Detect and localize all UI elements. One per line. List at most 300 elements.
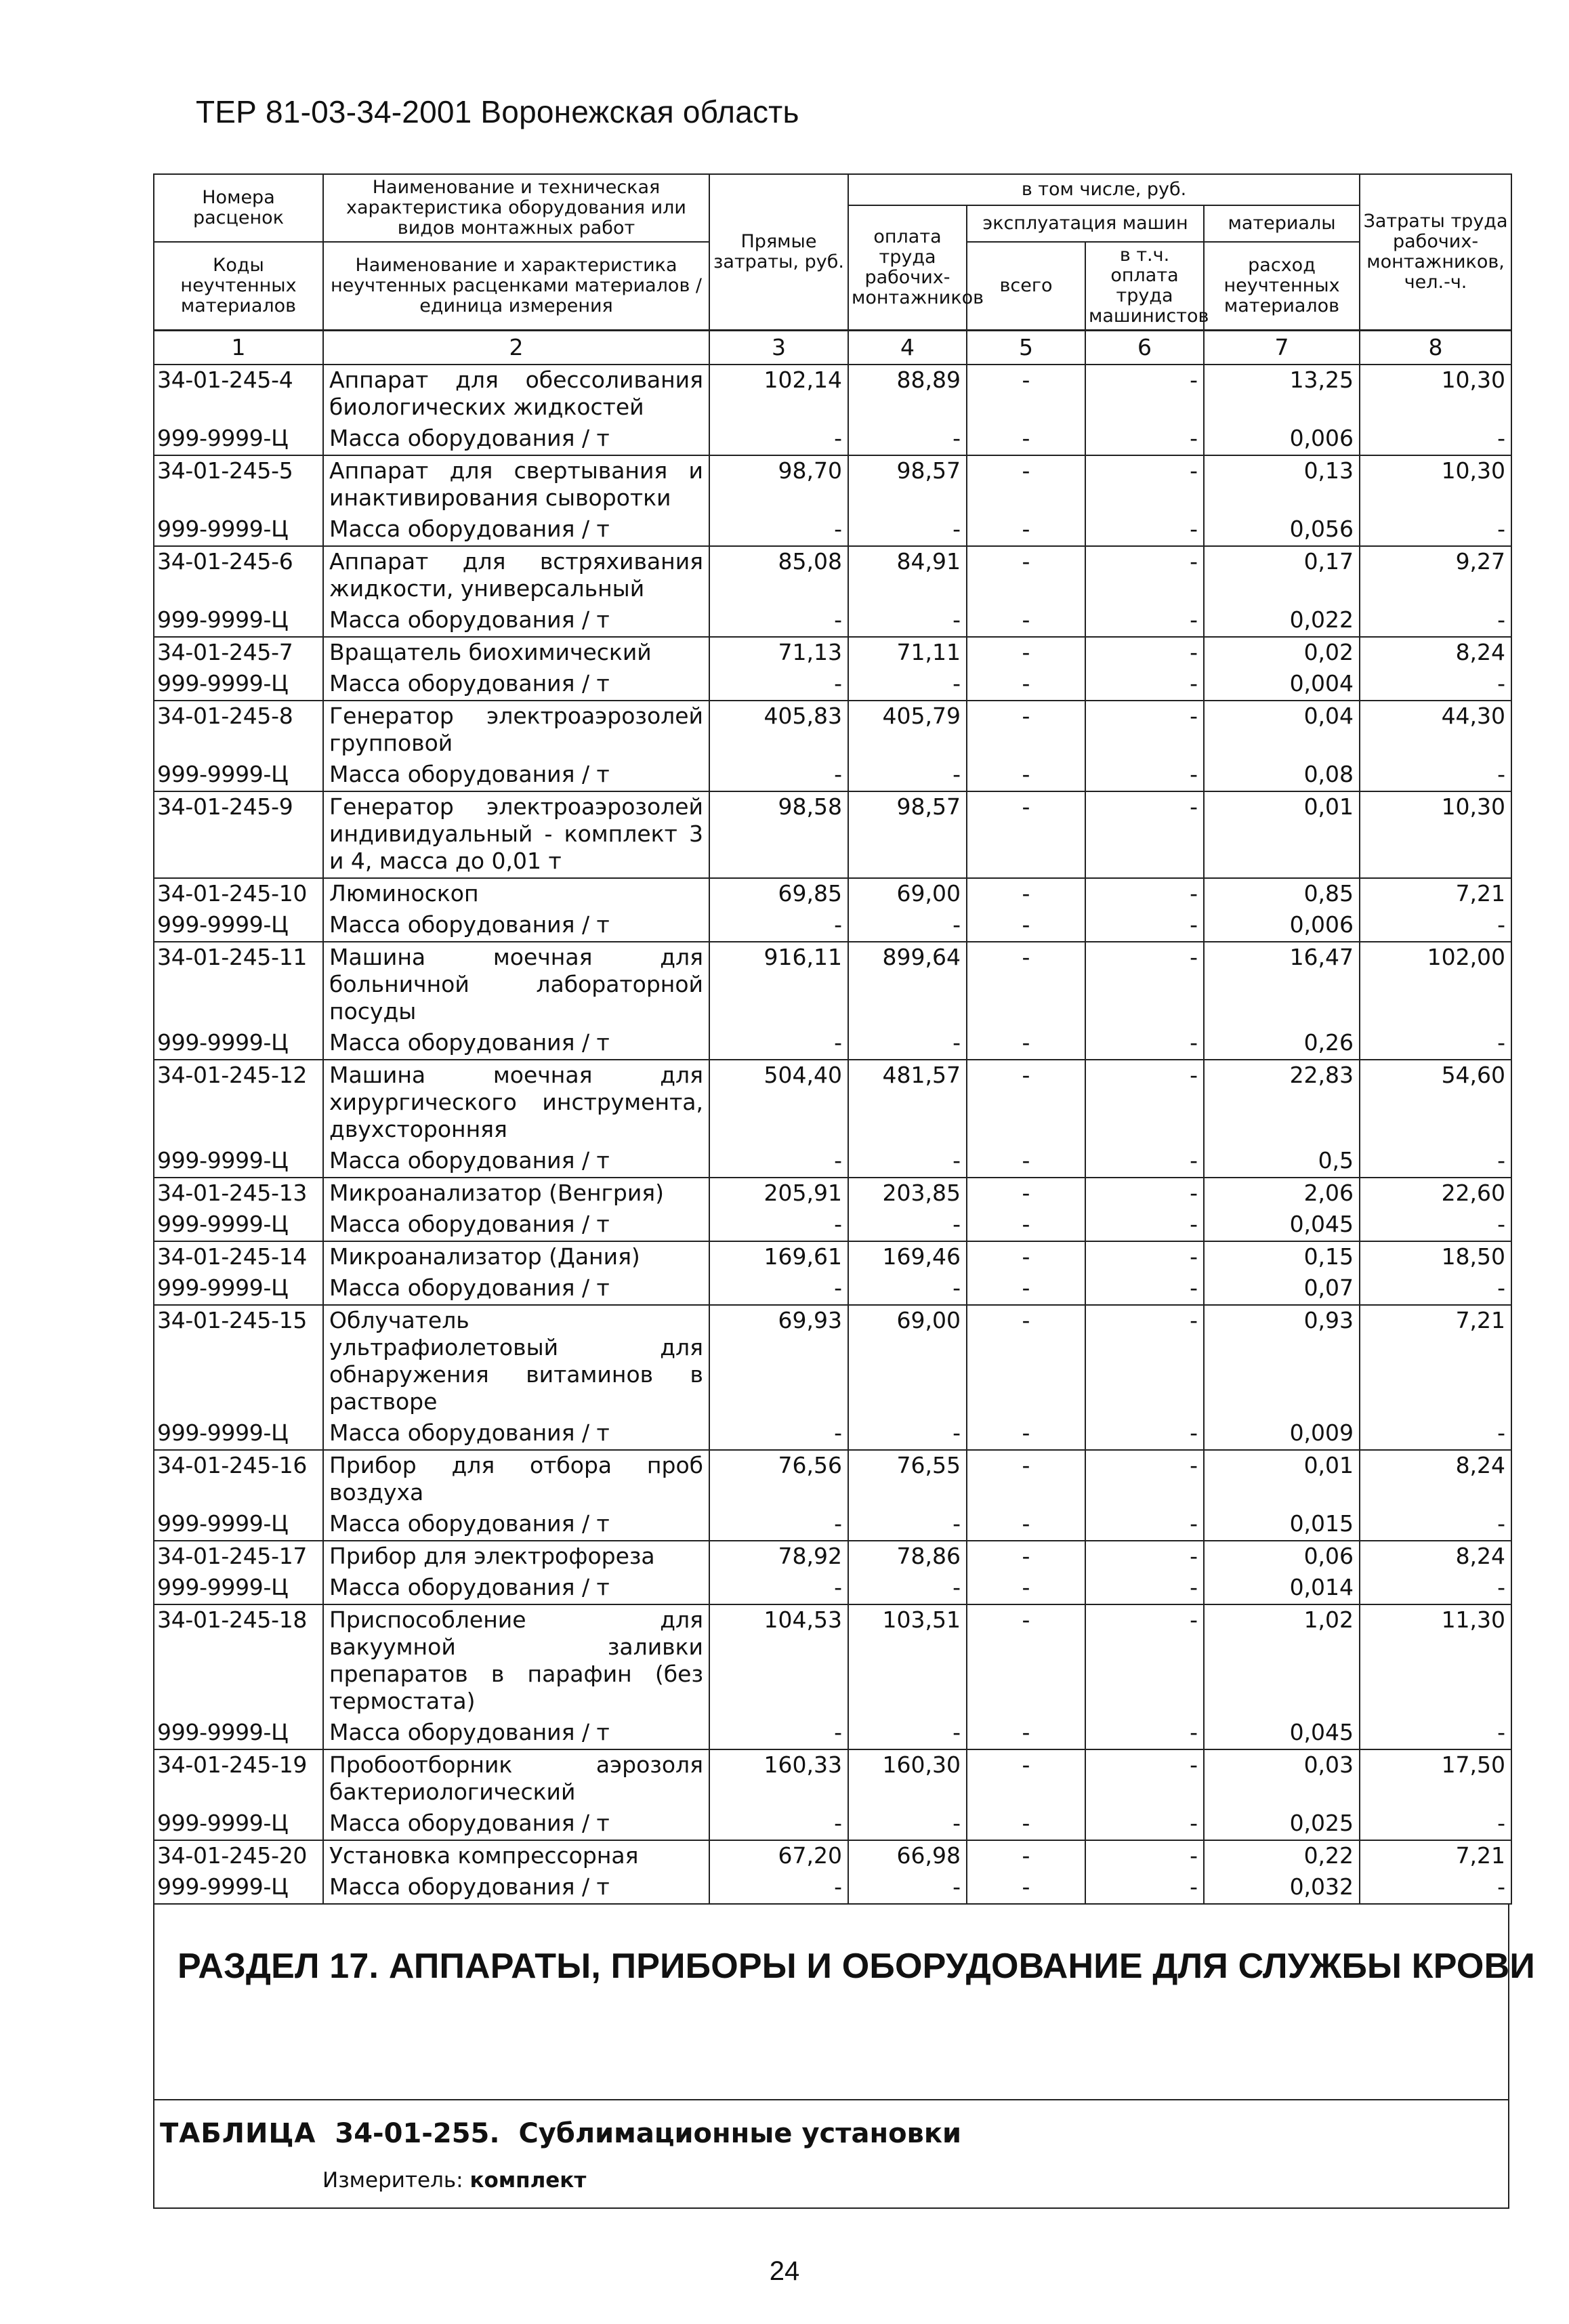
rate-code: 34-01-245-17 [154,1541,323,1573]
material-labor-pay: - [848,605,967,637]
machinists-pay: - [1085,1541,1204,1573]
material-labor-pay: - [848,1509,967,1541]
rate-name: Машина моечная для хирургического инструмента, двухсторонняя [323,1060,709,1146]
material-labor: - [1360,514,1511,546]
table-row [154,1060,1511,1146]
rate-name: Облучатель ультрафиолетовый для обнаружения витаминов в растворе [323,1305,709,1418]
material-name: Масса оборудования / т [323,1028,709,1060]
machines-total: - [967,878,1085,910]
column-number: 5 [967,331,1085,365]
direct-costs: 104,53 [709,1604,848,1718]
material-machinists: - [1085,669,1204,701]
material-code: 999-9999-Ц [154,1573,323,1604]
machinists-pay: - [1085,1604,1204,1718]
column-number: 4 [848,331,967,365]
labor-cost: 9,27 [1360,546,1511,605]
materials-cost: 13,25 [1204,365,1360,423]
table-heading-box [153,2100,1509,2209]
material-code: 999-9999-Ц [154,514,323,546]
table-row [154,791,1511,878]
material-machines: - [967,423,1085,455]
material-quantity: 0,004 [1204,669,1360,701]
material-quantity: 0,032 [1204,1872,1360,1904]
materials-cost: 2,06 [1204,1178,1360,1209]
column-number: 1 [154,331,323,365]
materials-cost: 0,01 [1204,1450,1360,1509]
table-row [154,1604,1511,1718]
table-row [154,455,1511,514]
materials-cost: 16,47 [1204,942,1360,1028]
machines-total: - [967,942,1085,1028]
direct-costs: 69,85 [709,878,848,910]
machines-total: - [967,1305,1085,1418]
rate-name: Микроанализатор (Дания) [323,1241,709,1273]
labor-cost: 7,21 [1360,1840,1511,1872]
material-labor-pay: - [848,910,967,942]
material-direct: - [709,423,848,455]
header-materials: материалы [1204,205,1360,242]
meter-value: комплект [469,2168,587,2193]
material-direct: - [709,514,848,546]
machinists-pay: - [1085,878,1204,910]
material-row [154,1808,1511,1840]
table-row [154,1178,1511,1209]
material-name: Масса оборудования / т [323,1808,709,1840]
material-labor: - [1360,423,1511,455]
material-name: Масса оборудования / т [323,423,709,455]
machines-total: - [967,1241,1085,1273]
direct-costs: 76,56 [709,1450,848,1509]
material-machinists: - [1085,605,1204,637]
machinists-pay: - [1085,1060,1204,1146]
material-direct: - [709,1808,848,1840]
rate-name: Аппарат для свертывания и инактивирования сыворотки [323,455,709,514]
material-labor: - [1360,910,1511,942]
material-machines: - [967,1418,1085,1450]
material-direct: - [709,1573,848,1604]
material-code: 999-9999-Ц [154,1209,323,1241]
rate-name: Аппарат для обессоливания биологических жидкостей [323,365,709,423]
column-number: 3 [709,331,848,365]
direct-costs: 71,13 [709,637,848,669]
header-direct-costs: Прямые затраты, руб. [709,174,848,331]
material-quantity: 0,045 [1204,1718,1360,1749]
material-row [154,1718,1511,1749]
material-machines: - [967,1209,1085,1241]
material-machinists: - [1085,760,1204,791]
material-labor: - [1360,1028,1511,1060]
column-number: 7 [1204,331,1360,365]
machines-total: - [967,701,1085,760]
material-labor-pay: - [848,1718,967,1749]
direct-costs: 169,61 [709,1241,848,1273]
direct-costs: 102,14 [709,365,848,423]
material-machinists: - [1085,910,1204,942]
direct-costs: 78,92 [709,1541,848,1573]
labor-cost: 7,21 [1360,878,1511,910]
rate-code: 34-01-245-18 [154,1604,323,1718]
material-name: Масса оборудования / т [323,1872,709,1904]
rate-code: 34-01-245-12 [154,1060,323,1146]
material-machinists: - [1085,1028,1204,1060]
labor-cost: 18,50 [1360,1241,1511,1273]
material-name: Масса оборудования / т [323,1146,709,1178]
materials-cost: 1,02 [1204,1604,1360,1718]
material-direct: - [709,1718,848,1749]
header-including: в том числе, руб. [848,174,1360,205]
labor-cost: 10,30 [1360,365,1511,423]
direct-costs: 405,83 [709,701,848,760]
header-materials-sub: расход неучтенных материалов [1204,242,1360,331]
labor-cost: 44,30 [1360,701,1511,760]
machinists-pay: - [1085,1241,1204,1273]
material-machines: - [967,1808,1085,1840]
labor-pay: 203,85 [848,1178,967,1209]
machinists-pay: - [1085,365,1204,423]
labor-pay: 98,57 [848,455,967,514]
labor-pay: 899,64 [848,942,967,1028]
material-code: 999-9999-Ц [154,910,323,942]
material-labor-pay: - [848,1418,967,1450]
direct-costs: 98,58 [709,791,848,878]
table-row [154,1840,1511,1872]
material-code: 999-9999-Ц [154,423,323,455]
direct-costs: 504,40 [709,1060,848,1146]
material-direct: - [709,1209,848,1241]
machines-total: - [967,1450,1085,1509]
materials-cost: 0,17 [1204,546,1360,605]
rate-code: 34-01-245-5 [154,455,323,514]
table-row [154,701,1511,760]
header-name-top: Наименование и техническая характеристика оборудования или видов монтажных работ [323,174,709,242]
material-machinists: - [1085,1273,1204,1305]
direct-costs: 160,33 [709,1749,848,1808]
material-machinists: - [1085,1509,1204,1541]
material-name: Масса оборудования / т [323,605,709,637]
page-header: ТЕР 81-03-34-2001 Воронежская область [196,94,799,129]
labor-pay: 69,00 [848,878,967,910]
header-code-bottom: Коды неучтенных материалов [154,242,323,331]
table-row [154,878,1511,910]
material-direct: - [709,1872,848,1904]
material-quantity: 0,045 [1204,1209,1360,1241]
machines-total: - [967,791,1085,878]
material-labor-pay: - [848,1573,967,1604]
labor-cost: 102,00 [1360,942,1511,1028]
header-machines-total: всего [967,242,1085,331]
material-labor: - [1360,1509,1511,1541]
material-row [154,1273,1511,1305]
material-name: Масса оборудования / т [323,669,709,701]
material-labor: - [1360,605,1511,637]
machines-total: - [967,1749,1085,1808]
labor-pay: 88,89 [848,365,967,423]
machines-total: - [967,1060,1085,1146]
labor-pay: 69,00 [848,1305,967,1418]
materials-cost: 0,15 [1204,1241,1360,1273]
material-labor: - [1360,760,1511,791]
material-name: Масса оборудования / т [323,514,709,546]
materials-cost: 0,02 [1204,637,1360,669]
header-code-top: Номера расценок [154,174,323,242]
machines-total: - [967,365,1085,423]
rate-name: Вращатель биохимический [323,637,709,669]
material-direct: - [709,1273,848,1305]
material-machines: - [967,1872,1085,1904]
material-labor-pay: - [848,1273,967,1305]
material-labor: - [1360,1808,1511,1840]
material-labor-pay: - [848,1808,967,1840]
machinists-pay: - [1085,1305,1204,1418]
material-row [154,1146,1511,1178]
material-labor: - [1360,1418,1511,1450]
material-labor: - [1360,1872,1511,1904]
machines-total: - [967,1604,1085,1718]
material-name: Масса оборудования / т [323,760,709,791]
material-name: Масса оборудования / т [323,1573,709,1604]
material-name: Масса оборудования / т [323,1418,709,1450]
material-name: Масса оборудования / т [323,1718,709,1749]
rate-name: Установка компрессорная [323,1840,709,1872]
material-labor-pay: - [848,1872,967,1904]
table-title-prefix: ТАБЛИЦА [160,2118,316,2149]
table-title [160,2118,961,2149]
table-title-number: 34-01-255. [335,2118,500,2149]
machines-total: - [967,546,1085,605]
material-name: Масса оборудования / т [323,1209,709,1241]
material-machines: - [967,669,1085,701]
material-row [154,669,1511,701]
rate-code: 34-01-245-15 [154,1305,323,1418]
rate-code: 34-01-245-8 [154,701,323,760]
material-direct: - [709,1509,848,1541]
material-direct: - [709,1418,848,1450]
material-code: 999-9999-Ц [154,1808,323,1840]
rate-code: 34-01-245-11 [154,942,323,1028]
rate-code: 34-01-245-14 [154,1241,323,1273]
material-direct: - [709,910,848,942]
material-quantity: 0,015 [1204,1509,1360,1541]
machinists-pay: - [1085,942,1204,1028]
material-code: 999-9999-Ц [154,1718,323,1749]
materials-cost: 0,93 [1204,1305,1360,1418]
labor-cost: 8,24 [1360,637,1511,669]
rate-name: Люминоскоп [323,878,709,910]
material-labor-pay: - [848,1209,967,1241]
rate-code: 34-01-245-16 [154,1450,323,1509]
table-row [154,1305,1511,1418]
material-name: Масса оборудования / т [323,1273,709,1305]
material-row [154,514,1511,546]
material-machines: - [967,910,1085,942]
table-row [154,637,1511,669]
machinists-pay: - [1085,1749,1204,1808]
material-machines: - [967,605,1085,637]
material-direct: - [709,1028,848,1060]
labor-pay: 76,55 [848,1450,967,1509]
material-machines: - [967,760,1085,791]
material-machinists: - [1085,423,1204,455]
rate-name: Аппарат для встряхивания жидкости, универсальный [323,546,709,605]
rate-code: 34-01-245-7 [154,637,323,669]
machinists-pay: - [1085,1840,1204,1872]
material-labor-pay: - [848,760,967,791]
labor-pay: 71,11 [848,637,967,669]
material-quantity: 0,08 [1204,760,1360,791]
direct-costs: 205,91 [709,1178,848,1209]
material-code: 999-9999-Ц [154,1418,323,1450]
material-machinists: - [1085,1718,1204,1749]
column-number: 8 [1360,331,1511,365]
header-labor-pay: оплата труда рабочих-монтажников [848,205,967,331]
material-machines: - [967,1273,1085,1305]
material-labor-pay: - [848,423,967,455]
material-direct: - [709,760,848,791]
table-row [154,942,1511,1028]
labor-pay: 78,86 [848,1541,967,1573]
materials-cost: 0,06 [1204,1541,1360,1573]
header-machinists-pay: в т.ч. оплата труда машинистов [1085,242,1204,331]
rate-code: 34-01-245-9 [154,791,323,878]
material-machinists: - [1085,1146,1204,1178]
rate-code: 34-01-245-20 [154,1840,323,1872]
labor-cost: 7,21 [1360,1305,1511,1418]
material-code: 999-9999-Ц [154,1146,323,1178]
machines-total: - [967,1541,1085,1573]
labor-cost: 54,60 [1360,1060,1511,1146]
material-row [154,1509,1511,1541]
labor-cost: 17,50 [1360,1749,1511,1808]
materials-cost: 0,03 [1204,1749,1360,1808]
machines-total: - [967,1178,1085,1209]
materials-cost: 0,22 [1204,1840,1360,1872]
section-box [153,1904,1535,2100]
labor-cost: 8,24 [1360,1541,1511,1573]
material-labor-pay: - [848,514,967,546]
page-number: 24 [769,2256,800,2286]
material-row [154,760,1511,791]
material-machinists: - [1085,1808,1204,1840]
direct-costs: 69,93 [709,1305,848,1418]
labor-pay: 160,30 [848,1749,967,1808]
material-code: 999-9999-Ц [154,760,323,791]
meter-label: Измеритель: [322,2168,463,2193]
machinists-pay: - [1085,455,1204,514]
direct-costs: 67,20 [709,1840,848,1872]
material-labor-pay: - [848,1028,967,1060]
material-direct: - [709,605,848,637]
material-machinists: - [1085,1872,1204,1904]
material-code: 999-9999-Ц [154,1273,323,1305]
machinists-pay: - [1085,791,1204,878]
material-row [154,1209,1511,1241]
material-machinists: - [1085,1573,1204,1604]
rate-name: Машина моечная для больничной лабораторной посуды [323,942,709,1028]
direct-costs: 98,70 [709,455,848,514]
material-quantity: 0,056 [1204,514,1360,546]
header-machines: эксплуатация машин [967,205,1204,242]
table-row [154,365,1511,423]
material-name: Масса оборудования / т [323,1509,709,1541]
rate-name: Прибор для отбора проб воздуха [323,1450,709,1509]
rate-code: 34-01-245-10 [154,878,323,910]
column-number: 6 [1085,331,1204,365]
section-title: РАЗДЕЛ 17. АППАРАТЫ, ПРИБОРЫ И ОБОРУДОВАНИЕ ДЛЯ СЛУЖБЫ КРОВИ [177,1947,1535,1986]
material-quantity: 0,014 [1204,1573,1360,1604]
material-quantity: 0,006 [1204,910,1360,942]
meter-line [322,2168,586,2193]
rate-name: Приспособление для вакуумной заливки препаратов в парафин (без термостата) [323,1604,709,1718]
header-name-bottom: Наименование и характеристика неучтенных расценками материалов / единица измерения [323,242,709,331]
machinists-pay: - [1085,637,1204,669]
labor-pay: 84,91 [848,546,967,605]
materials-cost: 0,85 [1204,878,1360,910]
material-quantity: 0,26 [1204,1028,1360,1060]
material-row [154,910,1511,942]
table-row [154,1749,1511,1808]
material-direct: - [709,1146,848,1178]
material-labor: - [1360,1718,1511,1749]
labor-cost: 10,30 [1360,791,1511,878]
material-machines: - [967,1146,1085,1178]
material-quantity: 0,025 [1204,1808,1360,1840]
material-direct: - [709,669,848,701]
machines-total: - [967,637,1085,669]
material-labor: - [1360,669,1511,701]
material-machinists: - [1085,1418,1204,1450]
direct-costs: 916,11 [709,942,848,1028]
machinists-pay: - [1085,1178,1204,1209]
labor-pay: 98,57 [848,791,967,878]
material-quantity: 0,006 [1204,423,1360,455]
table-row [154,1241,1511,1273]
material-labor-pay: - [848,669,967,701]
material-machinists: - [1085,1209,1204,1241]
column-number: 2 [323,331,709,365]
direct-costs: 85,08 [709,546,848,605]
material-machines: - [967,514,1085,546]
material-row [154,1872,1511,1904]
machines-total: - [967,1840,1085,1872]
labor-pay: 103,51 [848,1604,967,1718]
table-row [154,1450,1511,1509]
material-machines: - [967,1718,1085,1749]
material-machines: - [967,1573,1085,1604]
table-row [154,1541,1511,1573]
rate-name: Прибор для электрофореза [323,1541,709,1573]
rate-name: Генератор электроаэрозолей групповой [323,701,709,760]
material-name: Масса оборудования / т [323,910,709,942]
material-labor: - [1360,1146,1511,1178]
table-row [154,546,1511,605]
material-quantity: 0,009 [1204,1418,1360,1450]
materials-cost: 22,83 [1204,1060,1360,1146]
material-quantity: 0,5 [1204,1146,1360,1178]
material-labor: - [1360,1273,1511,1305]
header-labor-cost: Затраты труда рабочих-монтажников, чел.-ч. [1360,174,1511,331]
material-row [154,1573,1511,1604]
labor-pay: 481,57 [848,1060,967,1146]
material-quantity: 0,07 [1204,1273,1360,1305]
machinists-pay: - [1085,1450,1204,1509]
rate-name: Генератор электроаэрозолей индивидуальный - комплект 3 и 4, масса до 0,01 т [323,791,709,878]
rate-code: 34-01-245-13 [154,1178,323,1209]
materials-cost: 0,13 [1204,455,1360,514]
material-quantity: 0,022 [1204,605,1360,637]
material-labor: - [1360,1209,1511,1241]
material-row [154,1418,1511,1450]
material-code: 999-9999-Ц [154,1872,323,1904]
